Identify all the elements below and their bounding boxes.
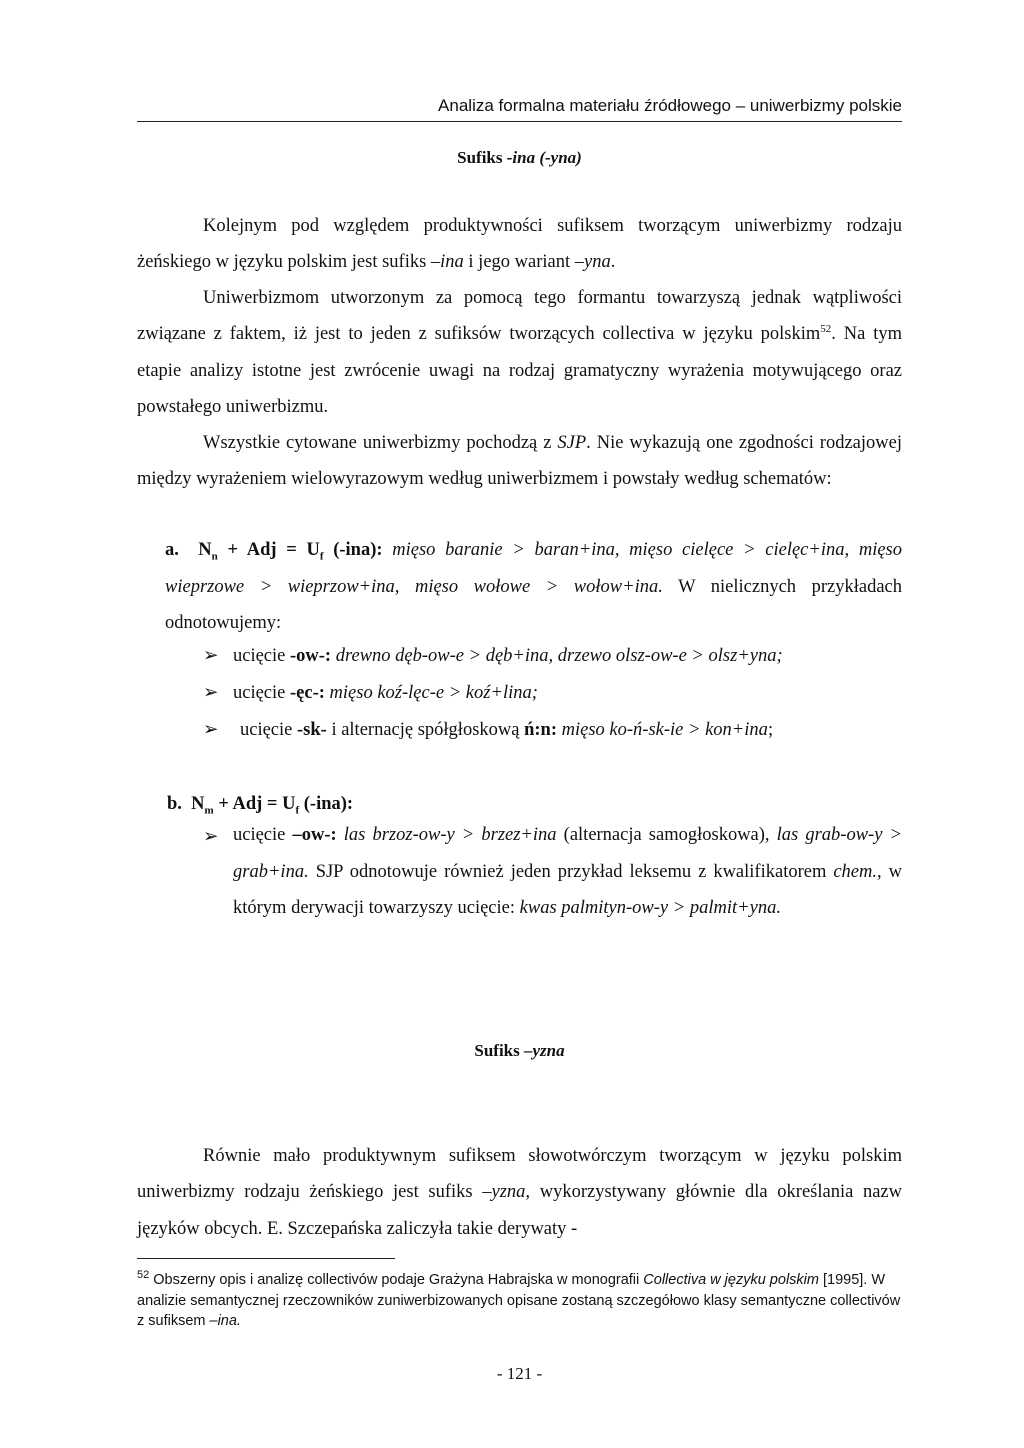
- bullet-arrow-icon: ➢: [203, 720, 219, 740]
- paragraph-1: Kolejnym pod względem produktywności sufiksem tworzącym uniwerbizmy rodzaju żeńskiego w języku polskim jest sufiks –ina i jego wariant –yna.: [137, 216, 902, 273]
- footnote-52: $^{52}$ Obszerny opis i analizę collectivów podaje Grażyna Habrajska w monografii Collectiva w języku polskim [1995]. W analizie semantycznej rzeczowników zuniwerbizowanych opisane zostaną szczegółowo klasy semantyczne collectivów z sufiksem –ina.: [137, 1269, 901, 1329]
- footnote-rule: [137, 1258, 395, 1259]
- bullet-item-ow: ucięcie -ow-: drewno dęb-ow-e > dęb+ina, drzewo olsz-ow-e > olsz+yna;: [233, 646, 783, 666]
- bullet-arrow-icon: ➢: [203, 646, 219, 666]
- document-page: [137, 0, 902, 1448]
- section-heading-ina: Sufiks -ina (-yna): [457, 148, 582, 167]
- section-heading-yzna: Sufiks –yzna: [474, 1041, 565, 1060]
- bullet-item-b: ucięcie –ow-: las brzoz-ow-y > brzez+ina (alternacja samogłoskowa), las grab-ow-y > grab+ina. SJP odnotowuje również jeden przykład leksemu z kwalifikatorem chem., w którym derywacji towarzyszy ucięcie: kwas palmityn-ow-y > palmit+yna.: [233, 825, 903, 918]
- bullet-item-ec: ucięcie -ęc-: mięso koź-lęc-e > koź+lina;: [233, 683, 538, 703]
- footnote-ref: 52: [820, 323, 832, 336]
- schema-b: b. $N_m$ + Adj = $U_f$ (-ina):: [167, 794, 354, 817]
- schema-a: a. $N_n$ + Adj = $U_f$ (-ina): mięso baranie > baran+ina, mięso cielęce > cielęc+ina, mięso wieprzowe > wieprzow+ina, mięso wołowe > wołow+ina. W nielicznych przykładach odnotowujemy:: [165, 540, 903, 633]
- bullet-arrow-icon: ➢: [203, 827, 219, 847]
- formula-b: $N_m$ + Adj = $U_f$ (-ina):: [191, 794, 354, 817]
- formula-a: $N_n$ + Adj = $U_f$ (-ina):: [198, 540, 383, 563]
- bullet-arrow-icon: ➢: [203, 683, 219, 703]
- page-number: - 121 -: [496, 1364, 543, 1383]
- paragraph-2: Uniwerbizmom utworzonym za pomocą tego formantu towarzyszą jednak wątpliwości związane z faktem, iż jest to jeden z sufiksów tworzących collectiva w języku polskim$^{52}$. Na tym etapie analizy istotne jest zwrócenie uwagi na rodzaj gramatyczny wyrażenia motywującego oraz powstałego uniwerbizmu.: [137, 288, 902, 417]
- bullet-item-sk: ucięcie -sk- i alternację spółgłoskową ń:n: mięso ko-ń-sk-ie > kon+ina;: [240, 720, 774, 740]
- running-header: Analiza formalna materiału źródłowego – uniwerbizmy polskie: [438, 96, 902, 115]
- paragraph-yzna: Równie mało produktywnym sufiksem słowotwórczym tworzącym w języku polskim uniwerbizmy rodzaju żeńskiego jest sufiks –yzna, wykorzystywany głównie dla określania nazw języków obcych. E. Szczepańska zaliczyła takie derywaty -: [137, 1146, 902, 1239]
- paragraph-3: Wszystkie cytowane uniwerbizmy pochodzą z SJP. Nie wykazują one zgodności rodzajowej między wyrażeniem wielowyrazowym według uniwerbizmem i powstały według schematów:: [137, 433, 902, 490]
- header-rule: [137, 121, 902, 122]
